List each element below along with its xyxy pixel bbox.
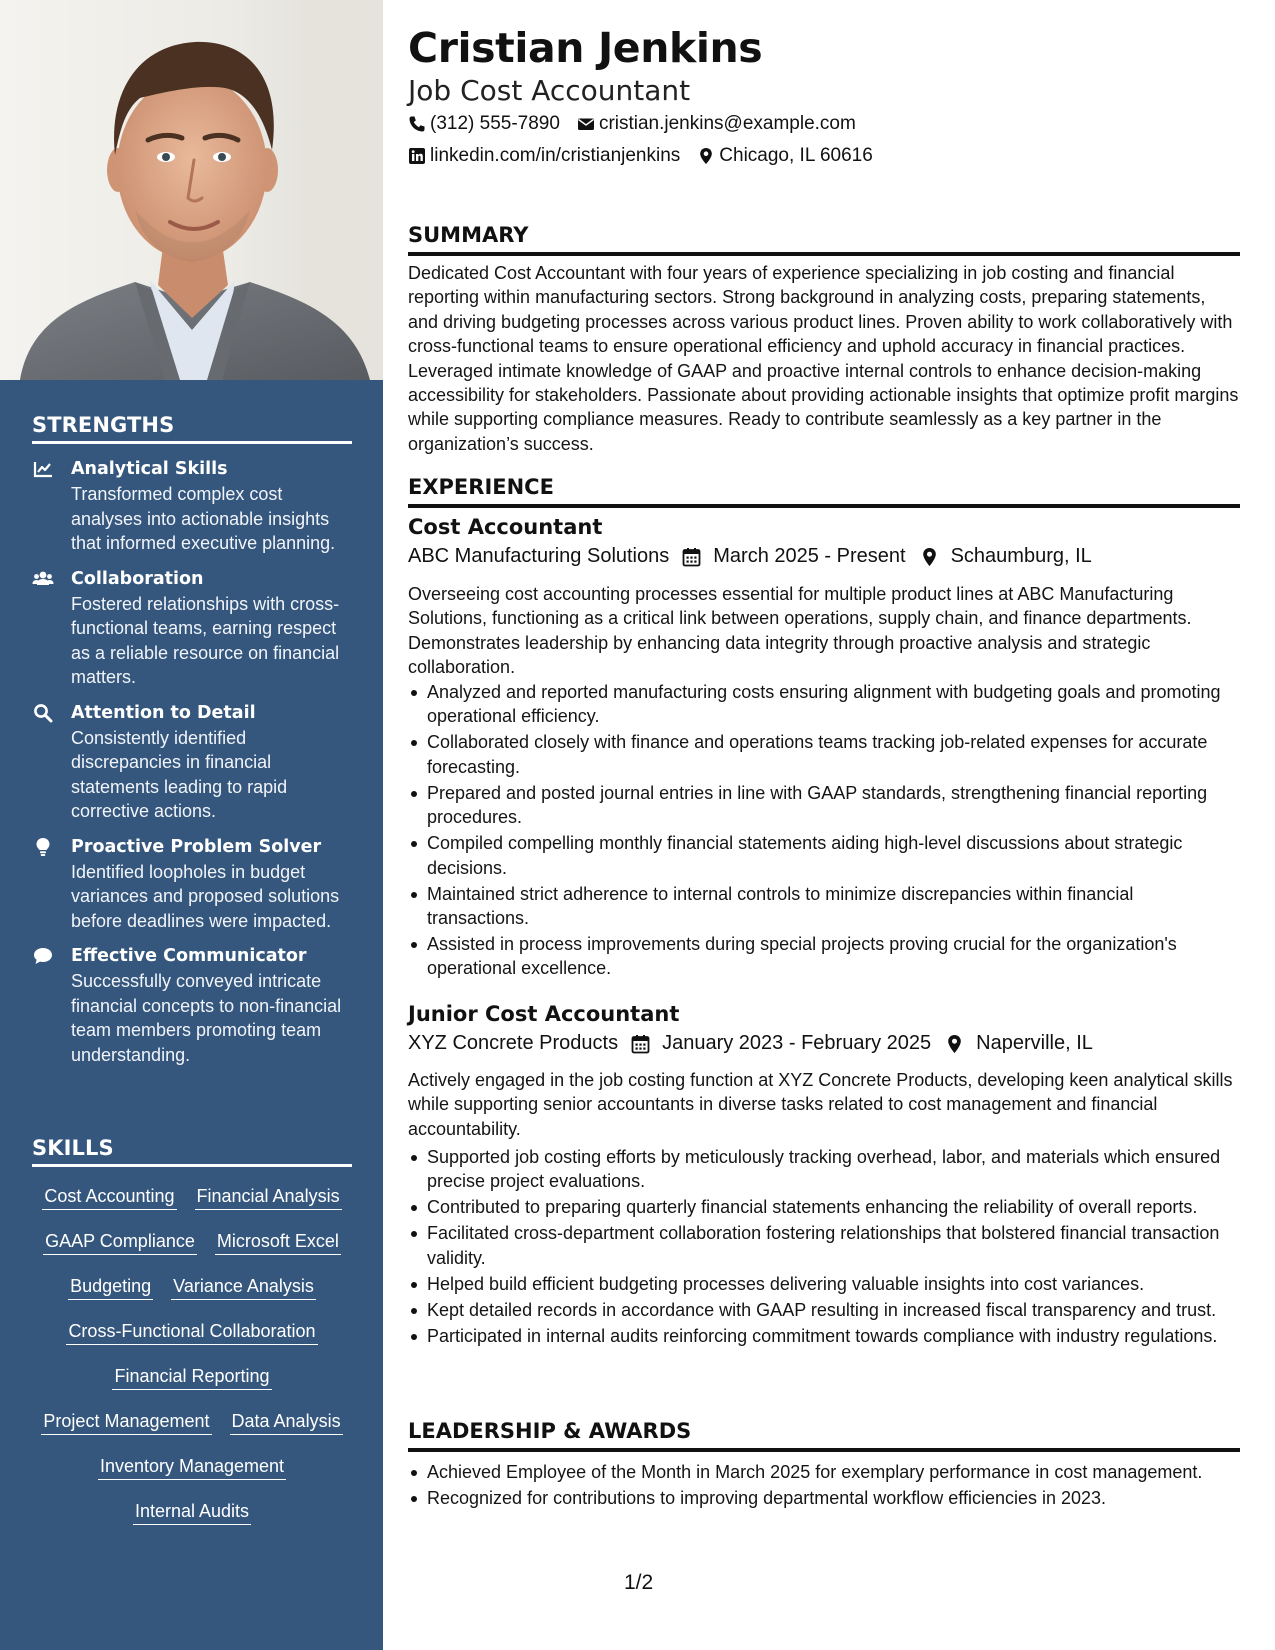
candidate-name: Cristian Jenkins — [408, 24, 763, 72]
strength-title: Analytical Skills — [71, 459, 228, 479]
skill-tag: Budgeting — [68, 1272, 153, 1300]
strength-title: Collaboration — [71, 568, 204, 589]
strength-item — [32, 701, 352, 824]
list-item: Helped build efficient budgeting processes delivering valuable insights into cost variances. — [408, 1272, 1240, 1296]
phone-icon — [408, 115, 426, 133]
skill-tag: Microsoft Excel — [215, 1227, 341, 1255]
summary-heading: SUMMARY — [408, 221, 1240, 256]
users-icon — [32, 568, 54, 590]
map-pin-icon — [697, 147, 715, 165]
strength-description: Successfully conveyed intricate financial concepts to non-financial team members promoting team understanding. — [71, 971, 342, 1065]
phone-contact[interactable] — [408, 113, 560, 135]
strength-item — [32, 567, 352, 690]
strength-description: Transformed complex cost analyses into actionable insights that informed executive planning. — [71, 484, 336, 553]
skills-heading: SKILLS — [32, 1136, 352, 1167]
profile-photo-illustration — [0, 0, 383, 380]
skill-tag: Financial Analysis — [195, 1182, 342, 1210]
list-item: Collaborated closely with finance and operations teams tracking job-related expenses for accurate forecasting. — [408, 730, 1240, 779]
list-item: Kept detailed records in accordance with GAAP resulting in increased fiscal transparency and trust. — [408, 1298, 1240, 1322]
job-title: Cost Accountant — [408, 515, 603, 539]
job-bullets — [408, 1145, 1240, 1350]
skill-tag: GAAP Compliance — [43, 1227, 197, 1255]
list-item: Recognized for contributions to improving departmental workflow efficiencies in 2023. — [408, 1486, 1240, 1510]
calendar-icon — [682, 547, 701, 567]
job-meta — [408, 1032, 1093, 1055]
job-bullets — [408, 680, 1240, 982]
linkedin-text: linkedin.com/in/cristianjenkins — [430, 145, 681, 166]
strength-description: Consistently identified discrepancies in financial statements leading to rapid corrective actions. — [71, 727, 288, 821]
map-pin-icon — [945, 1034, 964, 1054]
experience-heading: EXPERIENCE — [408, 473, 1240, 508]
location-text: Chicago, IL 60616 — [719, 145, 873, 166]
linkedin-icon — [408, 147, 426, 165]
comment-icon — [32, 945, 54, 967]
list-item: Contributed to preparing quarterly financial statements enhancing the reliability of overall reports. — [408, 1195, 1240, 1219]
skill-tag: Cost Accounting — [42, 1182, 176, 1210]
strength-item — [32, 835, 352, 934]
strengths-section — [32, 413, 352, 1067]
candidate-title: Job Cost Accountant — [408, 74, 691, 107]
contact-row — [408, 145, 890, 167]
chart-line-icon — [32, 458, 54, 480]
contact-row — [408, 113, 873, 135]
email-contact[interactable] — [577, 113, 856, 135]
strengths-heading: STRENGTHS — [32, 413, 352, 444]
strength-item — [32, 457, 352, 556]
list-item: Facilitated cross-department collaboration fostering relationships that bolstered financial transaction validity. — [408, 1221, 1240, 1270]
envelope-icon — [577, 115, 595, 133]
map-pin-icon — [920, 547, 939, 567]
skill-tag: Internal Audits — [133, 1497, 251, 1525]
calendar-icon — [631, 1034, 650, 1054]
job-location: Schaumburg, IL — [950, 545, 1092, 567]
company-name: ABC Manufacturing Solutions — [408, 545, 670, 567]
skills-list — [32, 1175, 352, 1535]
skill-tag: Project Management — [41, 1407, 211, 1435]
email-text: cristian.jenkins@example.com — [598, 113, 856, 134]
list-item: Analyzed and reported manufacturing costs ensuring alignment with budgeting goals and promoting operational efficiency. — [408, 680, 1240, 729]
lightbulb-icon — [32, 836, 54, 858]
location-contact — [697, 145, 873, 167]
list-item: Achieved Employee of the Month in March 2025 for exemplary performance in cost management. — [408, 1460, 1240, 1484]
awards-list — [408, 1460, 1240, 1512]
page-number: 1/2 — [624, 1571, 654, 1594]
list-item: Assisted in process improvements during special projects proving crucial for the organization's operational excellence. — [408, 932, 1240, 981]
strength-title: Effective Communicator — [71, 946, 307, 966]
strength-item — [32, 944, 352, 1067]
list-item: Prepared and posted journal entries in line with GAAP standards, strengthening financial reporting procedures. — [408, 781, 1240, 830]
list-item: Supported job costing efforts by meticulously tracking overhead, labor, and materials which ensured precise project evaluations. — [408, 1145, 1240, 1194]
skill-tag: Financial Reporting — [112, 1362, 271, 1390]
search-icon — [32, 702, 54, 724]
sidebar — [0, 0, 383, 1650]
skill-tag: Data Analysis — [230, 1407, 343, 1435]
job-description: Overseeing cost accounting processes essential for multiple product lines at ABC Manufacturing Solutions, functioning as a critical link between operations, supply chain, and finance departments. Demonstrates leadership by enhancing data integrity through proactive analysis and strategic collaboration. — [408, 584, 1192, 678]
list-item: Compiled compelling monthly financial statements aiding high-level discussions about strategic decisions. — [408, 831, 1240, 880]
job-dates: January 2023 - February 2025 — [662, 1032, 932, 1054]
job-title: Junior Cost Accountant — [408, 1002, 680, 1026]
strength-description: Fostered relationships with cross-functional teams, earning respect as a reliable resource on financial matters. — [71, 593, 340, 687]
company-name: XYZ Concrete Products — [408, 1032, 619, 1054]
skill-tag: Variance Analysis — [171, 1272, 316, 1300]
list-item: Maintained strict adherence to internal controls to minimize discrepancies within financial transactions. — [408, 882, 1240, 931]
job-dates: March 2025 - Present — [713, 545, 906, 567]
job-meta — [408, 545, 1092, 568]
profile-photo — [0, 0, 383, 380]
strength-title: Proactive Problem Solver — [71, 836, 322, 857]
skill-tag: Inventory Management — [98, 1452, 286, 1480]
strength-title: Attention to Detail — [71, 702, 256, 723]
awards-heading: LEADERSHIP & AWARDS — [408, 1417, 1240, 1452]
phone-text: (312) 555-7890 — [430, 113, 560, 134]
skills-section — [32, 1136, 352, 1535]
summary-text: Dedicated Cost Accountant with four years of experience specializing in job costing and financial reporting within manufacturing sectors. Strong background in analyzing costs, preparing statements, and driving budgeting processes across various product lines. Proven ability to work collaboratively with cross-functional teams to ensure operational efficiency and uphold accuracy in financial practices. Leveraged intimate knowledge of GAAP and proactive internal controls to enhance decision-making accessibility for stakeholders. Passionate about providing actionable insights that optimize profit margins while supporting compliance measures. Ready to contribute seamlessly as a key partner in the organization’s success. — [408, 263, 1239, 454]
job-description: Actively engaged in the job costing function at XYZ Concrete Products, developing keen analytical skills while supporting senior accountants in diverse tasks related to cost management and financial accountability. — [408, 1070, 1233, 1139]
linkedin-contact[interactable] — [408, 145, 680, 167]
skill-tag: Cross-Functional Collaboration — [66, 1317, 317, 1345]
strength-description: Identified loopholes in budget variances and proposed solutions before deadlines were impacted. — [71, 861, 340, 931]
job-location: Naperville, IL — [976, 1032, 1093, 1054]
list-item: Participated in internal audits reinforcing commitment towards compliance with industry regulations. — [408, 1324, 1240, 1348]
